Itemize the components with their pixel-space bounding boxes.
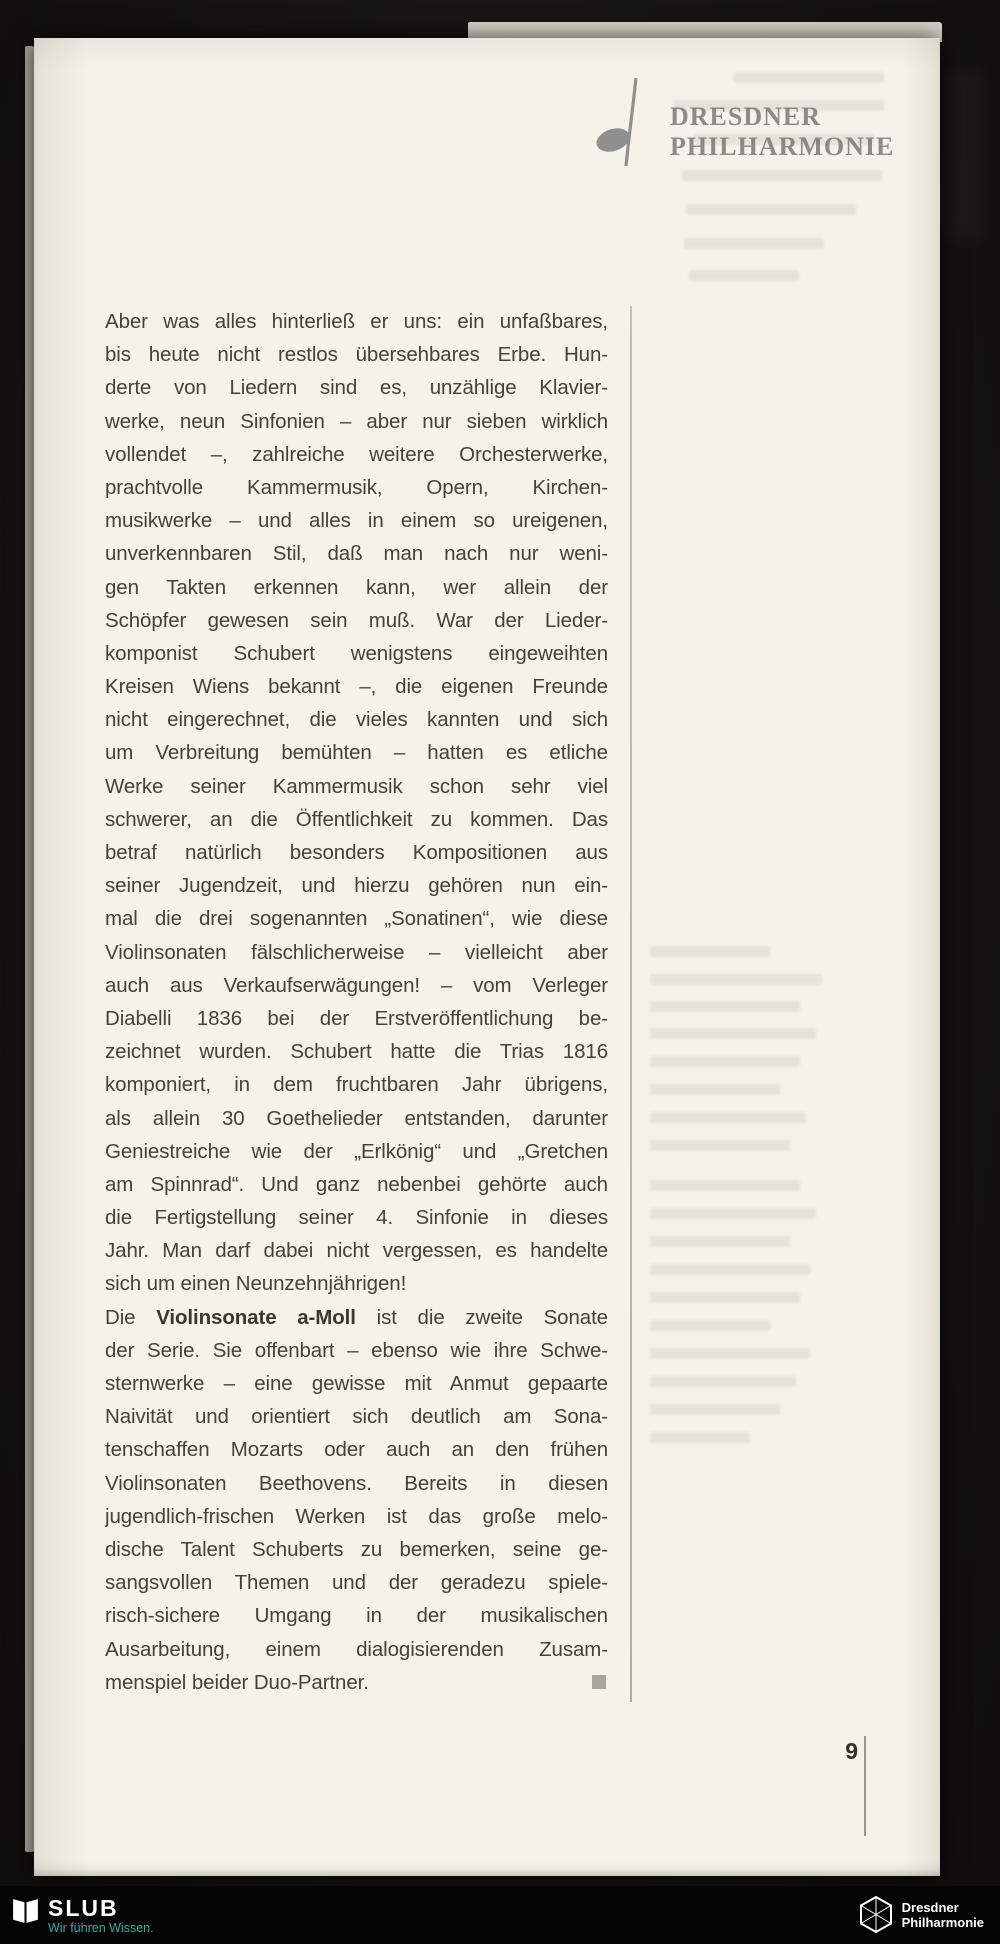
bleed-through-artifact <box>650 1292 800 1303</box>
bleed-through-artifact <box>650 1432 750 1443</box>
scan-edge-artifact <box>948 70 982 240</box>
bleed-through-artifact <box>650 1404 780 1415</box>
article-line: der Serie. Sie offenbart – ebenso wie ihre Schwe- <box>105 1338 608 1362</box>
bleed-through-artifact <box>650 1236 790 1247</box>
article-line: die Fertigstellung seiner 4. Sinfonie in dieses <box>105 1206 608 1230</box>
bleed-through-artifact <box>650 1376 796 1387</box>
article-line: gen Takten erkennen kann, wer allein der <box>105 575 608 599</box>
article-line: Ausarbeitung, einem dialogisierenden Zusam- <box>105 1637 608 1661</box>
page-number: 9 <box>845 1738 858 1764</box>
emphasized-work-title: Violinsonate a-Moll <box>156 1305 356 1329</box>
bleed-through-artifact <box>650 974 822 985</box>
brand-line-1: DRESDNER <box>670 102 822 131</box>
article-line: Die Violinsonate a-Moll ist die zweite Sonate <box>105 1305 608 1329</box>
article-line: komponiert, in dem fruchtbaren Jahr übrigens, <box>105 1073 608 1097</box>
bleed-through-artifact <box>650 1056 800 1067</box>
bleed-through-artifact <box>650 1140 790 1151</box>
bleed-through-artifact <box>682 170 882 181</box>
column-divider-rule <box>630 306 632 1702</box>
article-line: zeichnet wurden. Schubert hatte die Trias 1816 <box>105 1040 608 1064</box>
bleed-through-artifact <box>650 1348 810 1359</box>
article-line: betraf natürlich besonders Kompositionen aus <box>105 841 608 864</box>
article-line: nicht eingerechnet, die vieles kannten und sich <box>105 708 608 732</box>
article-line: auch aus Verkaufserwägungen! – vom Verleger <box>105 973 608 997</box>
article-line: sangsvollen Themen und der geradezu spiele- <box>105 1571 608 1595</box>
stacked-page-edge-left <box>25 46 34 1852</box>
article-line: jugendlich-frischen Werken ist das große melo- <box>105 1504 608 1528</box>
slub-wordmark: SLUB <box>48 1894 119 1921</box>
dresdner-philharmonie-crystal-icon <box>859 1896 893 1934</box>
bleed-through-artifact <box>674 100 884 111</box>
bleed-through-artifact <box>686 204 856 215</box>
article-line: Schöpfer gewesen sein muß. War der Lieder- <box>105 608 608 632</box>
dresdner-philharmonie-wordmark <box>902 1900 984 1930</box>
article-line: am Spinnrad“. Und ganz nebenbei gehörte auch <box>105 1172 608 1196</box>
dp-line-2: Philharmonie <box>901 1915 984 1930</box>
article-line: menspiel beider Duo-Partner. <box>105 1666 608 1699</box>
article-line: dische Talent Schuberts zu bemerken, seine ge- <box>105 1537 608 1561</box>
article-line: Kreisen Wiens bekannt –, die eigenen Freunde <box>105 675 608 699</box>
article-line: vollendet –, zahlreiche weitere Orchesterwerke, <box>105 442 608 466</box>
article-line: Naivität und orientiert sich deutlich am Sona- <box>105 1405 608 1429</box>
article-text <box>105 305 608 1699</box>
bleed-through-artifact <box>650 1320 770 1331</box>
article-line: risch-sichere Umgang in der musikalischen <box>105 1604 608 1628</box>
dresdner-philharmonie-link[interactable] <box>859 1896 984 1934</box>
bleed-through-artifact <box>650 1001 800 1012</box>
article-line: als allein 30 Goethelieder entstanden, darunter <box>105 1106 608 1130</box>
article-line: Violinsonaten Beethovens. Bereits in diesen <box>105 1471 608 1495</box>
dresdner-philharmonie-note-icon <box>590 74 656 174</box>
article-line: musikwerke – und alles in einem so ureigenen, <box>105 509 608 533</box>
article-line: Diabelli 1836 bei der Erstveröffentlichung be- <box>105 1006 608 1030</box>
article-line: komponist Schubert wenigstens eingeweihten <box>105 641 608 665</box>
slub-book-icon <box>10 1895 41 1926</box>
article-line: schwerer, an die Öffentlichkeit zu kommen. Das <box>105 807 608 831</box>
slub-logo-link[interactable] <box>10 1895 154 1936</box>
article-line: unverkennbaren Stil, daß man nach nur weni- <box>105 542 608 566</box>
viewer-footer-bar <box>0 1886 1000 1944</box>
article-line: Aber was alles hinterließ er uns: ein unfaßbares, <box>105 310 608 333</box>
article-line: werke, neun Sinfonien – aber nur sieben wirklich <box>105 409 608 433</box>
bleed-through-artifact <box>650 1208 816 1219</box>
dp-line-1: Dresdner <box>901 1900 959 1915</box>
bleed-through-artifact <box>650 1028 816 1039</box>
bleed-through-artifact <box>650 1264 810 1275</box>
bleed-through-artifact <box>694 134 874 145</box>
bleed-through-artifact <box>650 1084 780 1095</box>
bleed-through-artifact <box>684 238 824 249</box>
publisher-wordmark <box>670 102 894 162</box>
article-line: seiner Jugendzeit, und hierzu gehören nun ein- <box>105 874 608 898</box>
brand-line-2: PHILHARMONIE <box>670 132 895 161</box>
article-line: tenschaffen Mozarts oder auch an den frühen <box>105 1438 608 1462</box>
end-of-article-mark <box>592 1675 606 1689</box>
bleed-through-artifact <box>650 1112 806 1123</box>
article-line: bis heute nicht restlos übersehbares Erbe. Hun- <box>105 343 608 367</box>
page-scan <box>34 38 940 1876</box>
article-line: Jahr. Man darf dabei nicht vergessen, es handelte <box>105 1239 608 1263</box>
article-line: prachtvolle Kammermusik, Opern, Kirchen- <box>105 475 608 499</box>
bleed-through-artifact <box>650 946 770 957</box>
page-number-rule <box>864 1736 866 1836</box>
article-line: um Verbreitung bemühten – hatten es etliche <box>105 741 608 765</box>
article-line: sich um einen Neunzehnjährigen! <box>105 1272 407 1296</box>
article-line: Violinsonaten fälschlicherweise – vielleicht aber <box>105 940 608 964</box>
article-line: Werke seiner Kammermusik schon sehr viel <box>105 774 608 798</box>
slub-tagline: Wir führen Wissen. <box>48 1920 154 1935</box>
bleed-through-artifact <box>689 270 799 281</box>
bleed-through-artifact <box>734 72 884 83</box>
bleed-through-artifact <box>650 1180 800 1191</box>
publisher-logo <box>590 74 894 174</box>
article-line: mal die drei sogenannten „Sonatinen“, wie diese <box>105 907 608 931</box>
article-line: derte von Liedern sind es, unzählige Klavier- <box>105 376 608 400</box>
article-line: sternwerke – eine gewisse mit Anmut gepaarte <box>105 1372 608 1395</box>
article-line: Geniestreiche wie der „Erlkönig“ und „Gretchen <box>105 1139 608 1163</box>
